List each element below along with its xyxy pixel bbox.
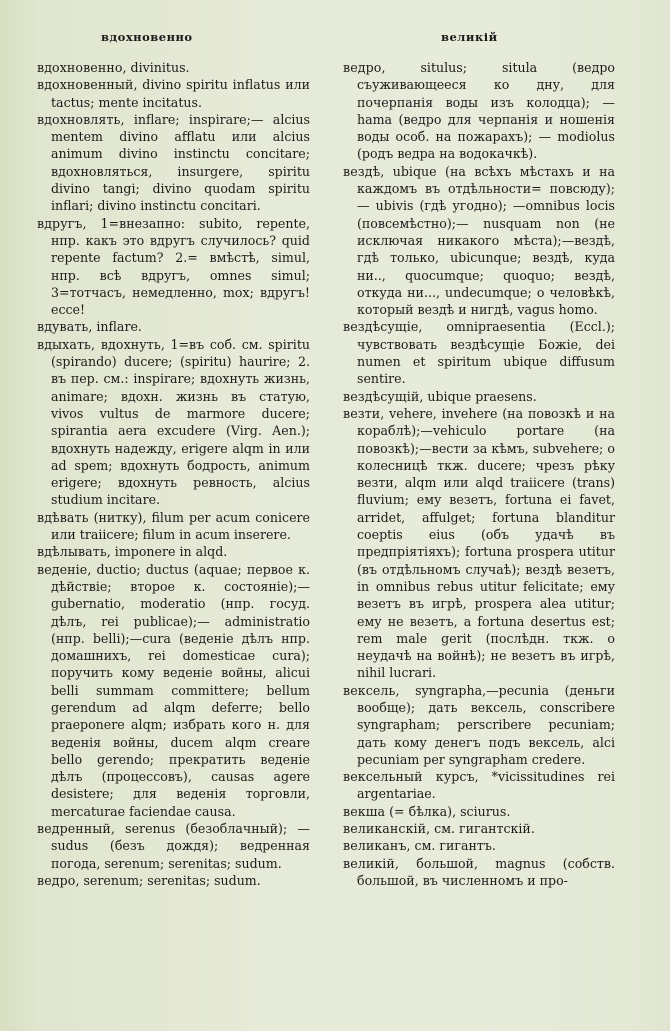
definition: , situlus; situla (ведро съуживающееся ко дну, для почерпанія воды изъ колодца); — hama (ведро для черпанія и ношенія воды особ. на пожарахъ); — modiolus (родъ ведра на водокачкѣ). <box>357 60 615 162</box>
right-running-head: великій <box>441 30 498 44</box>
headword: ведро <box>343 60 382 75</box>
left-column <box>37 59 310 889</box>
headword: векша <box>343 803 386 819</box>
headword: вексельный курсъ <box>343 769 475 785</box>
headword: великанъ <box>343 838 407 854</box>
definition: (= бѣлка), sciurus. <box>385 803 511 819</box>
definition: , ubique praesens. <box>419 388 537 404</box>
headword: везти <box>343 405 381 421</box>
dictionary-entry <box>343 837 615 854</box>
dictionary-entry <box>343 803 615 820</box>
dictionary-entry <box>343 318 615 387</box>
definition: , divinitus. <box>122 60 190 75</box>
headword: вдохновенно <box>37 60 123 75</box>
dictionary-entry <box>343 820 615 837</box>
dictionary-entry <box>343 59 615 163</box>
dictionary-entry <box>343 768 615 803</box>
definition: , divino spiritu inflatus или tactus; mente incitatus. <box>51 77 310 110</box>
headword: вездѣ <box>343 163 381 179</box>
headword: ведренный <box>37 821 111 837</box>
definition: , inflare; inspirare;— alcius mentem divino afflatu или alcius animum divino instinctu concitare; вдохновляться, insurgere, spiritu divino tangi; divino quodam spiritu inflari; divino instinctu concitari. <box>51 111 310 214</box>
right-column <box>343 59 615 889</box>
dictionary-entry <box>343 388 615 405</box>
left-running-head: вдохновенно <box>101 30 193 44</box>
headword: веденіе <box>37 561 88 577</box>
definition: , *vicissitudines rei argentariae. <box>357 769 615 802</box>
definition: , см. гигантъ. <box>406 838 496 854</box>
dictionary-entry <box>343 855 615 890</box>
dictionary-entry <box>37 76 310 111</box>
dictionary-entry <box>37 318 310 335</box>
dictionary-entry <box>37 215 310 319</box>
headword: вездѣсущіе <box>343 319 419 335</box>
dictionary-entry <box>343 682 615 768</box>
dictionary-entry <box>37 336 310 509</box>
running-header <box>0 30 670 50</box>
headword: вдохновенный <box>37 77 134 93</box>
dictionary-entry <box>37 111 310 215</box>
dictionary-entry <box>37 561 310 820</box>
headword: великій <box>343 855 395 871</box>
dictionary-entry <box>37 820 310 872</box>
definition: , serenum; serenitas; sudum. <box>75 872 261 888</box>
definition: , omnipraesentia (Eccl.); чувствовать вездѣсущіе Божіе, dei numen et spiritum ubique diffusum sentire. <box>357 319 615 387</box>
dictionary-entry <box>343 405 615 682</box>
headword: великанскій <box>343 821 427 837</box>
definition: , ductio; ductus (aquae; первое к. дѣйствіе; второе к. состояніе);—gubernatio, moderatio (нпр. госуд. дѣлъ, rei publicae);— administratio (нпр. belli);—cura (веденіе дѣлъ нпр. домашнихъ, rei domesticae cura); поручить кому веденіе войны, alicui belli summam committere; bellum gerendum ad alqm deferre; bello praeponere alqm; избрать кого н. для веденія войны, ducem alqm creare bello gerendo; прекратить веденіе дѣлъ (процессовъ), causas agere desistere; для веденія торговли, mercaturae faciendae causa. <box>51 561 310 819</box>
headword: вдохновлять <box>37 111 121 127</box>
headword: вдѣлывать <box>37 544 107 560</box>
definition: , см. гигантскій. <box>426 821 535 837</box>
definition: , ubique (на всѣхъ мѣстахъ и на каждомъ въ отдѣльности= повсюду); — ubivis (гдѣ угодно); —omnibus locis (повсемѣстно);— nusquam non (не исключая никакого мѣста);—вездѣ, гдѣ только, ubicunque; вездѣ, куда ни.., quocumque; quoquo; вездѣ, откуда ни..., undecumque; о человѣкѣ, который вездѣ и нигдѣ, vagus homo. <box>357 163 615 318</box>
dictionary-entry <box>37 543 310 560</box>
definition: , 1=внезапно: subito, repente, нпр. какъ это вдругъ случилось? quid repente factum? 2.= вмѣстѣ, simul, нпр. всѣ вдругъ, omnes simul; 3=тотчасъ, немедленно, mox; вдругъ! ecce! <box>51 215 310 318</box>
headword: вдыхать, вдохнуть <box>37 336 161 352</box>
headword: вдѣвать <box>37 509 89 525</box>
headword: ведро <box>37 872 76 888</box>
definition: (нитку), filum per acum conicere или traiicere; filum in acum inserere. <box>51 509 310 543</box>
dictionary-entry <box>37 872 310 889</box>
dictionary-entry <box>37 509 310 544</box>
definition: , serenus (безоблачный); —sudus (безъ дождя); ведренная погода, serenum; serenitas; sudum. <box>51 821 310 871</box>
definition: , syngrapha,—pecunia (деньги вообще); дать вексель, conscribere syngrapham; perscribere pecuniam; дать кому денегъ подъ вексель, alci pecuniam per syngrapham credere. <box>357 682 615 767</box>
definition: , большой, magnus (собств. большой, въ численномъ и про- <box>357 855 615 888</box>
definition: , imponere in alqd. <box>106 544 228 560</box>
headword: вездѣсущій <box>343 388 420 404</box>
definition: , inflare. <box>88 319 142 335</box>
headword: вдругъ <box>37 215 83 231</box>
dictionary-entry <box>37 59 310 76</box>
definition: , vehere, invehere (на повозкѣ и на кораблѣ);—vehiculo portare (на повозкѣ);—вести за кѣмъ, subvehere; о колесницѣ ткж. ducere; чрезъ рѣку везти, alqm или alqd traiicere (trans) fluvium; ему везетъ, fortuna ei favet, arridet, affulget; fortuna blanditur coeptis eius (объ удачѣ въ предпріятіяхъ); fortuna prospera utitur (въ отдѣльномъ случаѣ); вездѣ везетъ, in omnibus rebus utitur felicitate; ему везетъ въ игрѣ, prospera alea utitur; ему не везетъ, a fortuna desertus est; rem male gerit (послѣдн. ткж. о неудачѣ на войнѣ); не везетъ въ игрѣ, nihil lucrari. <box>357 405 615 681</box>
headword: вдувать <box>37 319 89 335</box>
definition: , 1=въ соб. см. spiritu (spirando) ducere; (spiritu) haurire; 2. въ пер. см.: inspirare; вдохнуть жизнь, animare; вдохн. жизнь въ статую, vivos vultus de marmore ducere; spirantia aera excudere (Virg. Aen.); вдохнуть надежду, erigere alqm in или ad spem; вдохнуть бодрость, animum erigere; вдохнуть ревность, alcius studium incitare. <box>51 336 310 508</box>
dictionary-entry <box>343 163 615 319</box>
headword: вексель <box>343 682 396 698</box>
